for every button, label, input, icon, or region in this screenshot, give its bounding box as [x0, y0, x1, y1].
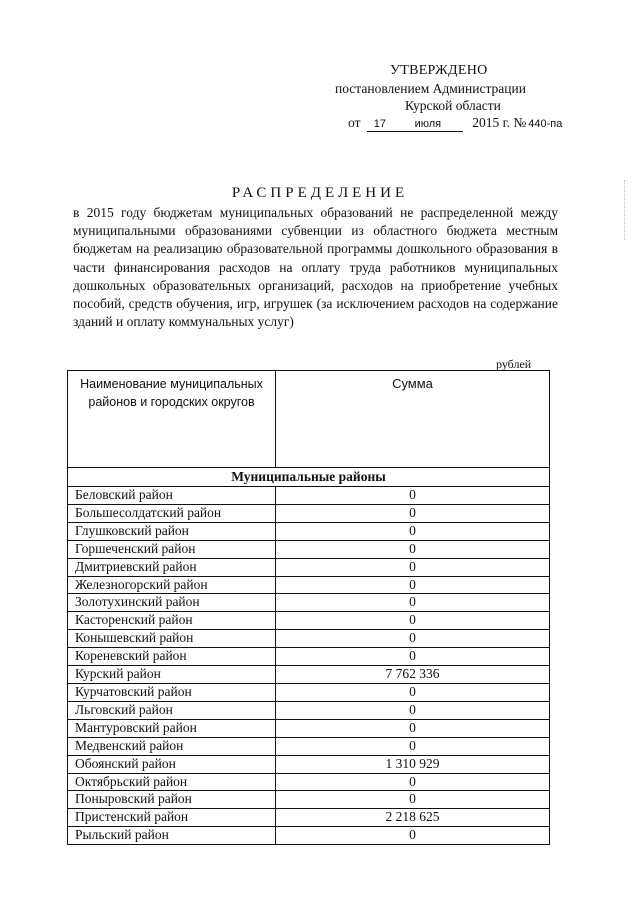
approval-month: июля — [393, 117, 463, 132]
district-name: Пристенский район — [68, 809, 276, 827]
district-name: Поныровский район — [68, 791, 276, 809]
district-sum: 0 — [276, 630, 550, 648]
header-sum-cell: Сумма — [276, 371, 550, 468]
district-sum: 0 — [276, 648, 550, 666]
table-row — [68, 737, 550, 755]
district-sum: 0 — [276, 576, 550, 594]
unit-label: рублей — [496, 357, 532, 371]
table-row — [68, 683, 550, 701]
table-row — [68, 791, 550, 809]
district-sum: 0 — [276, 504, 550, 522]
table-row — [68, 827, 550, 845]
section-title: Муниципальные районы — [68, 468, 550, 487]
table-row — [68, 755, 550, 773]
district-sum: 0 — [276, 522, 550, 540]
district-name: Железногорский район — [68, 576, 276, 594]
district-name: Золотухинский район — [68, 594, 276, 612]
district-sum: 0 — [276, 683, 550, 701]
header-name-cell: Наименование муниципальных районов и городских округов — [68, 371, 276, 468]
district-name: Мантуровский район — [68, 719, 276, 737]
district-name: Октябрьский район — [68, 773, 276, 791]
district-name: Горшеченский район — [68, 540, 276, 558]
district-name: Медвенский район — [68, 737, 276, 755]
district-name: Конышевский район — [68, 630, 276, 648]
document-title: РАСПРЕДЕЛЕНИЕ — [231, 185, 409, 201]
table-row — [68, 504, 550, 522]
district-sum: 7 762 336 — [276, 666, 550, 684]
table-row — [68, 773, 550, 791]
district-name: Рыльский район — [68, 827, 276, 845]
district-name: Кореневский район — [68, 648, 276, 666]
district-sum: 0 — [276, 540, 550, 558]
table-row — [68, 540, 550, 558]
district-name: Дмитриевский район — [68, 558, 276, 576]
district-sum: 1 310 929 — [276, 755, 550, 773]
table-row — [68, 487, 550, 505]
section-row — [68, 468, 550, 487]
district-name: Курский район — [68, 666, 276, 684]
approval-issuer: постановлением Администрации — [335, 81, 526, 96]
district-sum: 0 — [276, 737, 550, 755]
district-name: Касторенский район — [68, 612, 276, 630]
document-description: в 2015 году бюджетам муниципальных образований не распределенной между муниципальными образованиями субвенции из областного бюджета местным бюджетам на реализацию образовательной программы дошкольного образования в части финансирования расходов на оплату труда работников муниципальных дошкольных образовательных организаций, расходов на приобретение учебных пособий, средств обучения, игр, игрушек (за исключением расходов на содержание зданий и оплату коммунальных услуг) — [73, 205, 558, 330]
approval-region: Курской области — [405, 98, 501, 113]
district-sum: 0 — [276, 594, 550, 612]
table-row — [68, 558, 550, 576]
approval-from-label: от — [348, 115, 361, 130]
district-sum: 0 — [276, 773, 550, 791]
table-row — [68, 594, 550, 612]
table-row — [68, 576, 550, 594]
district-sum: 0 — [276, 719, 550, 737]
district-name: Большесолдатский район — [68, 504, 276, 522]
district-sum: 0 — [276, 701, 550, 719]
table-row — [68, 630, 550, 648]
approval-date-line — [348, 114, 563, 132]
district-name: Курчатовский район — [68, 683, 276, 701]
approval-year: 2015 г. № — [472, 115, 527, 130]
district-sum: 2 218 625 — [276, 809, 550, 827]
table-row — [68, 612, 550, 630]
approval-day: 17 — [367, 117, 393, 132]
district-sum: 0 — [276, 558, 550, 576]
district-name: Льговский район — [68, 701, 276, 719]
table-row — [68, 522, 550, 540]
table-row — [68, 666, 550, 684]
district-sum: 0 — [276, 487, 550, 505]
table-row — [68, 701, 550, 719]
table-header-row — [68, 371, 550, 468]
district-name: Беловский район — [68, 487, 276, 505]
district-name: Глушковский район — [68, 522, 276, 540]
district-sum: 0 — [276, 827, 550, 845]
district-sum: 0 — [276, 612, 550, 630]
table-row — [68, 719, 550, 737]
district-sum: 0 — [276, 791, 550, 809]
table-row — [68, 809, 550, 827]
approval-number: 440-па — [528, 118, 563, 130]
distribution-table — [67, 370, 550, 845]
approval-heading: УТВЕРЖДЕНО — [390, 63, 488, 78]
table-row — [68, 648, 550, 666]
district-name: Обоянский район — [68, 755, 276, 773]
